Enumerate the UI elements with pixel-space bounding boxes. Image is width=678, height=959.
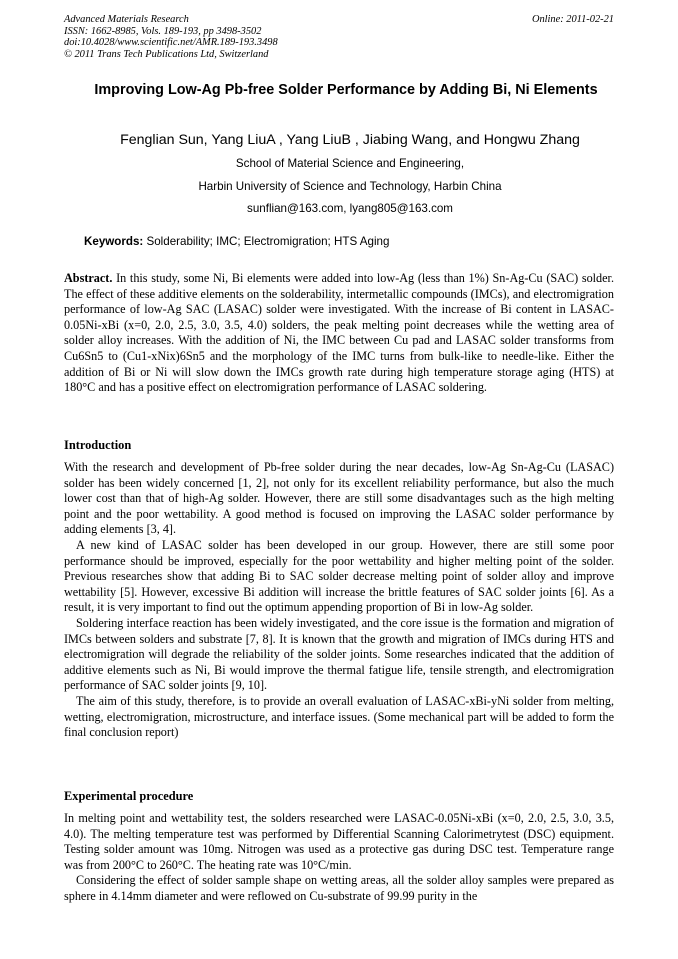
paper-title: Improving Low-Ag Pb-free Solder Performance by Adding Bi, Ni Elements xyxy=(94,82,598,98)
journal-header xyxy=(64,14,278,60)
experimental-body xyxy=(64,811,614,905)
experimental-heading: Experimental procedure xyxy=(64,789,194,803)
journal-name: Advanced Materials Research xyxy=(64,14,189,25)
keywords xyxy=(84,235,389,249)
abstract xyxy=(64,271,614,396)
experimental-paragraph: In melting point and wettability test, the solders researched were LASAC-0.05Ni-xBi (x=0, 2.0, 2.5, 3.0, 3.5, 4.0). The melting temperature test was performed by Differential Scanning Calorimetrytest (DSC) equipment. Testing solder amount was 10mg. Nitrogen was used as a protective gas during DSC test. Temperature range was from 200°C to 260°C. The heating rate was 10°C/min. xyxy=(64,811,614,872)
abstract-text: In this study, some Ni, Bi elements were added into low-Ag (less than 1%) Sn-Ag-Cu (SAC) solder. The effect of these additive elements on the solderability, intermetallic compounds (IMCs), and electromigration performance of low-Ag SAC (LASAC) solder were investigated. With the increase of Bi content in LASAC-0.05Ni-xBi (x=0, 2.0, 2.5, 3.0, 3.5, 4.0) solders, the peak melting point decreases while the wetting area of solder alloy increases. With the addition of Ni, the IMC between Cu pad and LASAC solder transforms from Cu6Sn5 to (Cu1-xNix)6Sn5 and the morphology of the IMC turns from bulk-like to needle-like. Either the addition of Bi or Ni will slow down the IMCs growth rate during high temperature storage aging (HTS) at 180°C and has a positive effect on electromigration performance of LASAC soldering. xyxy=(64,271,614,395)
keywords-label: Keywords: xyxy=(84,235,144,248)
intro-paragraph: With the research and development of Pb-free solder during the near decades, low-Ag Sn-Ag-Cu (LASAC) solder has been widely concerned [1, 2], not only for its excellent reliability performance, but also the much lower cost than that of high-Ag solder. However, there are still some disadvantages such as the high melting point and the poor wettability. A good method is focused on improving the LASAC solder performance by adding elements [3, 4]. xyxy=(64,460,614,537)
author-list: Fenglian Sun, Yang LiuA , Yang LiuB , Jiabing Wang, and Hongwu Zhang xyxy=(120,132,580,148)
author-emails: sunflian@163.com, lyang805@163.com xyxy=(247,202,453,215)
affiliation-school: School of Material Science and Engineering, xyxy=(235,157,465,170)
issn-line: ISSN: 1662-8985, Vols. 189-193, pp 3498-3502 xyxy=(64,25,262,37)
abstract-label: Abstract. xyxy=(64,271,113,285)
intro-paragraph: A new kind of LASAC solder has been developed in our group. However, there are still some poor performance should be improved, especially for the poor wettability and higher melting point of the solder. Previous researches show that adding Bi to SAC solder decrease melting point of solder alloy and improve wettability [5]. However, excessive Bi addition will increase the brittle features of SAC solder joints [6]. As a result, it is very important to find out the optimum appending proportion of Bi in low-Ag solder. xyxy=(64,537,614,615)
doi-line: doi:10.4028/www.scientific.net/AMR.189-193.3498 xyxy=(64,37,278,49)
intro-paragraph: The aim of this study, therefore, is to provide an overall evaluation of LASAC-xBi-yNi solder from melting, wetting, electromigration, microstructure, and interface issues. (Some mechanical part will be added to form the final conclusion report) xyxy=(64,693,614,740)
experimental-paragraph: Considering the effect of solder sample shape on wetting areas, all the solder alloy samples were prepared as sphere in 4.14mm diameter and were reflowed on Cu-substrate of 99.99 purity in the xyxy=(64,873,614,903)
copyright-line: © 2011 Trans Tech Publications Ltd, Switzerland xyxy=(64,48,269,60)
intro-paragraph: Soldering interface reaction has been widely investigated, and the core issue is the formation and migration of IMCs between solders and substrate [7, 8]. It is known that the growth and migration of IMCs during HTS and electromigration will degrade the reliability of the solder joints. Some researches indicated that the addition of additive elements such as Ni, Bi would improve the thermal fatigue life, tensile strength, and electromigration performance of SAC solder joints [9, 10]. xyxy=(64,615,614,693)
affiliation-university: Harbin University of Science and Technology, Harbin China xyxy=(198,180,502,193)
online-date: Online: 2011-02-21 xyxy=(531,14,614,25)
introduction-body xyxy=(64,460,614,741)
introduction-heading: Introduction xyxy=(64,438,132,452)
keywords-text: Solderability; IMC; Electromigration; HTS Aging xyxy=(143,235,390,248)
